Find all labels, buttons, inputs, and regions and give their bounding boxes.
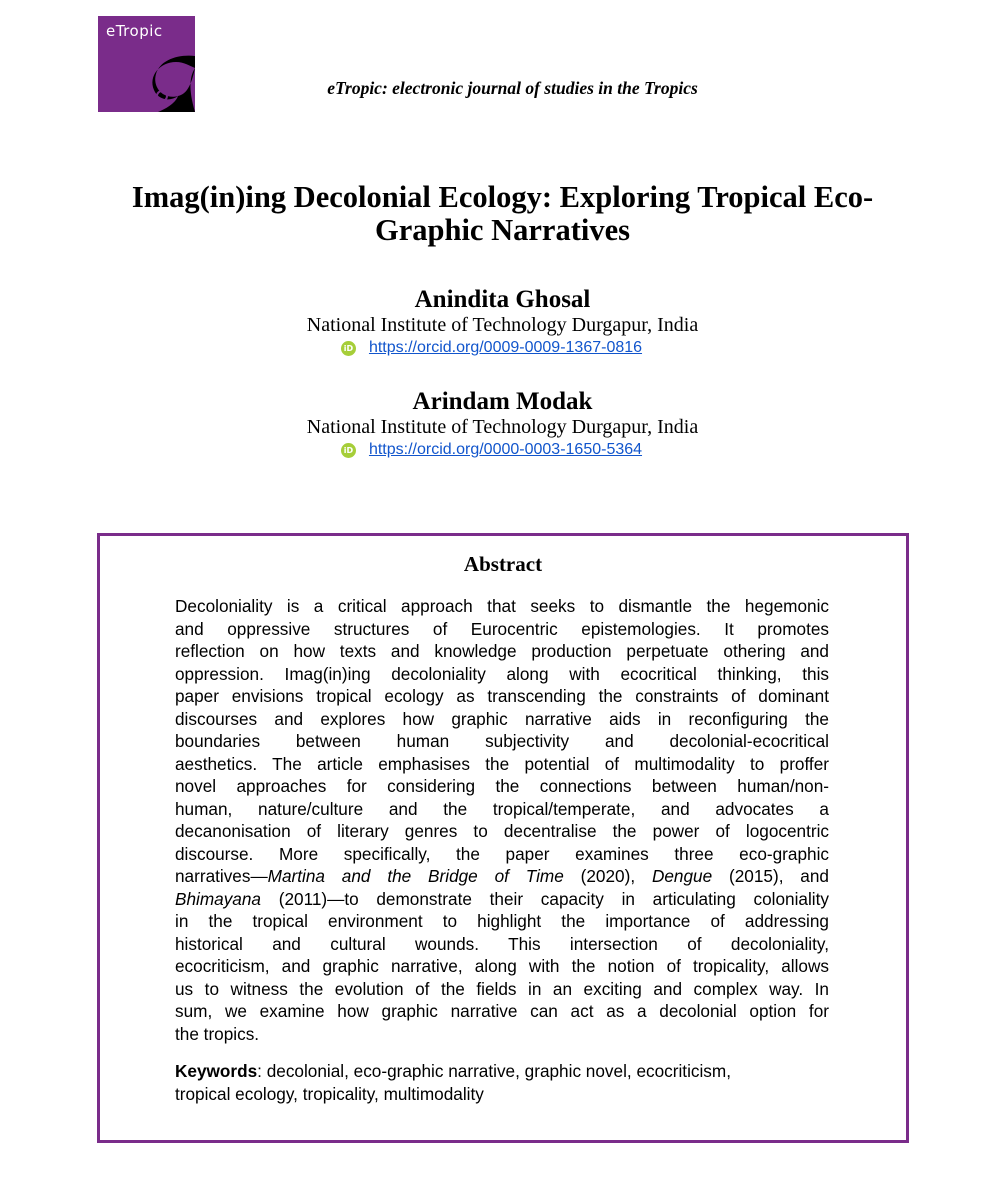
abstract-line: discourses and explores how graphic narrative aids in reconfiguring the	[175, 708, 829, 729]
author-orcid	[150, 439, 855, 461]
abstract-line: the tropics.	[175, 1023, 260, 1044]
abstract-line: us to witness the evolution of the fields in an exciting and complex way. In	[175, 978, 829, 999]
abstract-line: paper envisions tropical ecology as transcending the constraints of dominant	[175, 686, 829, 706]
work-title-italic: Martina and the Bridge of Time	[267, 866, 564, 886]
abstract-line: discourse. More specifically, the paper examines three eco-graphic	[175, 843, 829, 864]
keywords-line-1	[175, 1060, 835, 1083]
abstract-line	[175, 865, 829, 888]
abstract-body	[175, 595, 829, 1045]
abstract-line: boundaries between human subjectivity and decolonial-ecocritical	[175, 731, 829, 751]
abstract-line: historical and cultural wounds. This intersection of decoloniality,	[175, 933, 829, 954]
abstract-heading: Abstract	[463, 552, 543, 576]
author-block-2	[150, 388, 855, 461]
author-affiliation: National Institute of Technology Durgapur, India	[306, 314, 699, 336]
abstract-line: novel approaches for considering the connections between human/non-	[175, 776, 829, 796]
abstract-box	[97, 533, 909, 1143]
text-run: (2015), and	[712, 866, 829, 886]
journal-logo	[98, 16, 195, 112]
text-run: (2011)—to demonstrate their capacity in articulating coloniality	[261, 888, 829, 909]
orcid-link[interactable]: https://orcid.org/0009-0009-1367-0816	[368, 339, 643, 356]
work-title-italic: Dengue	[651, 866, 713, 886]
abstract-line: aesthetics. The article emphasises the potential of multimodality to proffer	[175, 753, 829, 774]
author-block-1	[150, 286, 855, 359]
author-name: Arindam Modak	[412, 388, 593, 415]
abstract-line: Decoloniality is a critical approach that seeks to dismantle the hegemonic	[175, 596, 829, 616]
keywords-text: : decolonial, eco-graphic narrative, graphic novel, ecocriticism,	[257, 1061, 731, 1081]
abstract-line: in the tropical environment to highlight the importance of addressing	[175, 911, 829, 931]
orcid-icon: iD	[341, 341, 356, 356]
orcid-link[interactable]: https://orcid.org/0000-0003-1650-5364	[368, 441, 643, 458]
text-run: narratives—	[175, 866, 268, 886]
abstract-line: reflection on how texts and knowledge production perpetuate othering and	[175, 641, 829, 661]
author-name: Anindita Ghosal	[414, 286, 591, 313]
work-title-italic: Bhimayana	[175, 888, 261, 909]
abstract-line	[175, 888, 829, 911]
abstract-line: ecocriticism, and graphic narrative, along with the notion of tropicality, allows	[175, 956, 829, 976]
paper-title: Imag(in)ing Decolonial Ecology: Exploring Tropical Eco-Graphic Narratives	[131, 180, 874, 247]
keywords-line-2: tropical ecology, tropicality, multimodality	[175, 1083, 484, 1104]
abstract-line: and oppressive structures of Eurocentric epistemologies. It promotes	[175, 618, 829, 639]
abstract-line: oppression. Imag(in)ing decoloniality along with ecocritical thinking, this	[175, 663, 829, 684]
author-affiliation: National Institute of Technology Durgapur, India	[306, 416, 699, 438]
abstract-line: sum, we examine how graphic narrative can act as a decolonial option for	[175, 1001, 829, 1021]
orcid-icon: iD	[341, 443, 356, 458]
author-orcid	[150, 337, 855, 359]
keywords	[175, 1060, 835, 1105]
abstract-line: decanonisation of literary genres to decentralise the power of logocentric	[175, 821, 829, 841]
abstract-line: human, nature/culture and the tropical/temperate, and advocates a	[175, 798, 829, 819]
keywords-label: Keywords	[175, 1061, 258, 1081]
journal-name: eTropic: electronic journal of studies in the Tropics	[327, 78, 698, 98]
logo-text: eTropic	[106, 22, 163, 40]
text-run: (2020),	[563, 866, 652, 886]
